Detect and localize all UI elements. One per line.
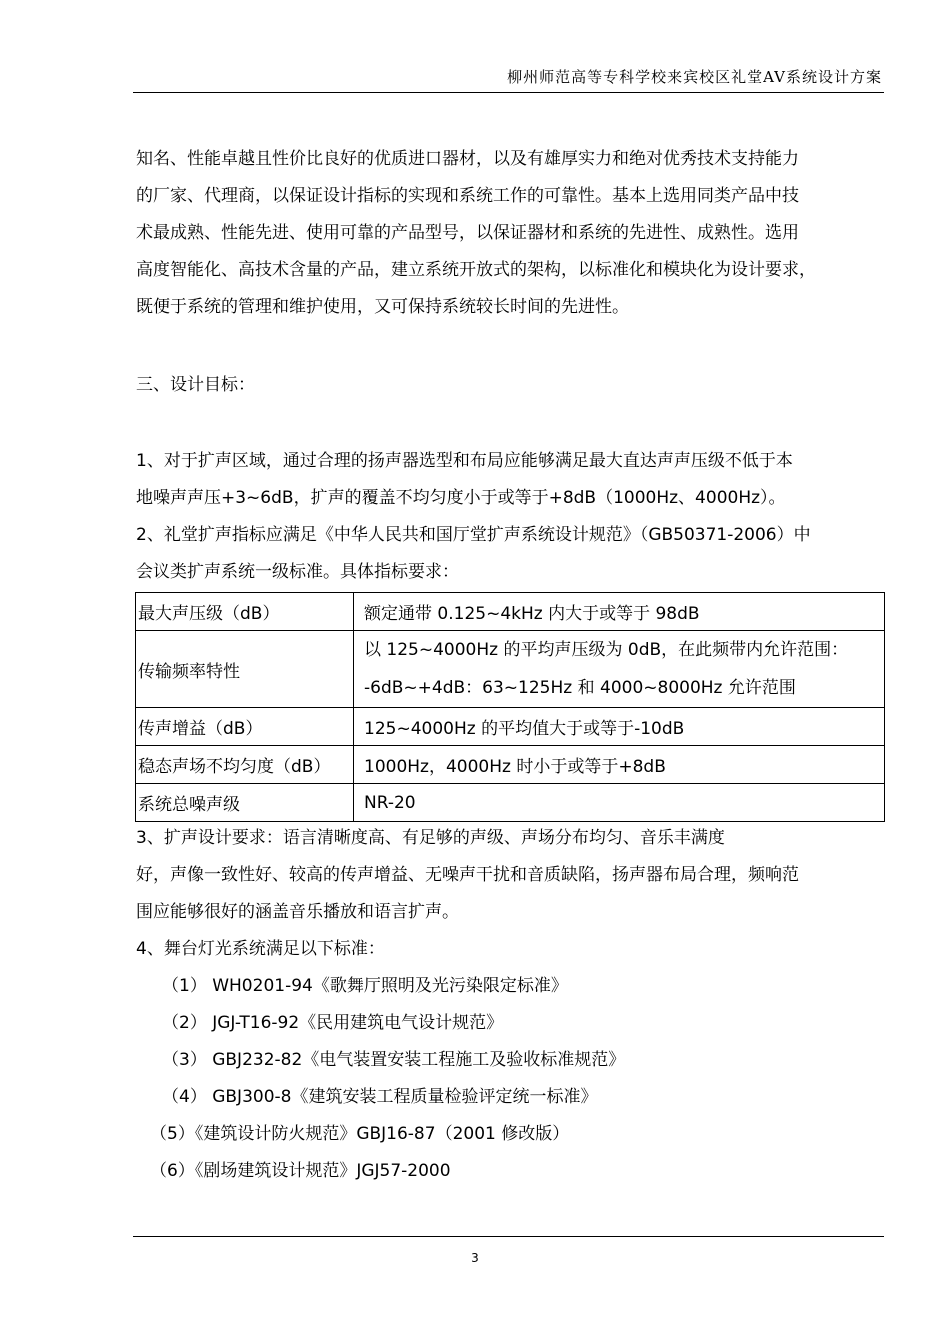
target-line: 会议类扩声系统一级标准。具体指标要求： (136, 562, 459, 582)
targets-list (136, 443, 886, 591)
intro-line: 既便于系统的管理和维护使用，又可保持系统较长时间的先进性。 (136, 297, 629, 317)
intro-line: 高度智能化、高技术含量的产品，建立系统开放式的架构，以标准化和模块化为设计要求， (136, 260, 816, 280)
spec-value: 以 125~4000Hz 的平均声压级为 0dB，在此频带内允许范围： (364, 640, 849, 660)
intro-paragraph (136, 141, 886, 326)
spec-label: 传输频率特性 (136, 631, 354, 708)
table-row (136, 746, 885, 784)
item4-title: 4、舞台灯光系统满足以下标准： (136, 939, 385, 959)
table-row (136, 593, 885, 631)
spec-table (135, 592, 885, 822)
footer-divider (133, 1236, 884, 1237)
section-title: 三、设计目标： (136, 375, 255, 395)
spec-value: 1000Hz，4000Hz 时小于或等于+8dB (354, 746, 885, 784)
standard-item: （4） GBJ300-8《建筑安装工程质量检验评定统一标准》 (162, 1087, 598, 1107)
item3-line: 好，声像一致性好、较高的传声增益、无噪声干扰和音质缺陷，扬声器布局合理，频响范 (136, 865, 799, 885)
spec-value: 125~4000Hz 的平均值大于或等于-10dB (354, 708, 885, 746)
page-number: 3 (471, 1251, 479, 1265)
target-line: 1、对于扩声区域，通过合理的扬声器选型和布局应能够满足最大直达声声压级不低于本 (136, 451, 793, 471)
spec-value: -6dB~+4dB：63~125Hz 和 4000~8000Hz 允许范围 (364, 678, 796, 698)
table-row (136, 784, 885, 822)
spec-label: 传声增益（dB） (136, 708, 354, 746)
spec-label: 稳态声场不均匀度（dB） (136, 746, 354, 784)
page-header-title: 柳州师范高等专科学校来宾校区礼堂AV系统设计方案 (507, 68, 882, 86)
standard-item: （5）《建筑设计防火规范》GBJ16-87（2001 修改版） (150, 1124, 570, 1144)
spec-value: NR-20 (354, 784, 885, 822)
intro-line: 知名、性能卓越且性价比良好的优质进口器材，以及有雄厚实力和绝对优秀技术支持能力 (136, 149, 799, 169)
header-divider (133, 92, 884, 93)
section-heading (136, 367, 886, 404)
spec-value: 额定通带 0.125~4kHz 内大于或等于 98dB (354, 593, 885, 631)
intro-line: 术最成熟、性能先进、使用可靠的产品型号，以保证器材和系统的先进性、成熟性。选用 (136, 223, 799, 243)
requirements-section (136, 820, 886, 1190)
target-line: 2、礼堂扩声指标应满足《中华人民共和国厅堂扩声系统设计规范》（GB50371-2006）中 (136, 525, 811, 545)
standard-item: （6）《剧场建筑设计规范》JGJ57-2000 (150, 1161, 451, 1181)
intro-line: 的厂家、代理商，以保证设计指标的实现和系统工作的可靠性。基本上选用同类产品中技 (136, 186, 799, 206)
spec-label: 最大声压级（dB） (136, 593, 354, 631)
item3-line: 3、扩声设计要求：语言清晰度高、有足够的声级、声场分布均匀、音乐丰满度 (136, 828, 725, 848)
standard-item: （2） JGJ-T16-92《民用建筑电气设计规范》 (162, 1013, 504, 1033)
item3-line: 围应能够很好的涵盖音乐播放和语言扩声。 (136, 902, 459, 922)
standard-item: （3） GBJ232-82《电气装置安装工程施工及验收标准规范》 (162, 1050, 626, 1070)
standard-item: （1） WH0201-94《歌舞厅照明及光污染限定标准》 (162, 976, 568, 996)
table-row (136, 631, 885, 708)
spec-label: 系统总噪声级 (136, 784, 354, 822)
target-line: 地噪声声压+3~6dB，扩声的覆盖不均匀度小于或等于+8dB（1000Hz、4000Hz）。 (136, 488, 786, 508)
spec-value-cell (354, 631, 885, 708)
table-row (136, 708, 885, 746)
